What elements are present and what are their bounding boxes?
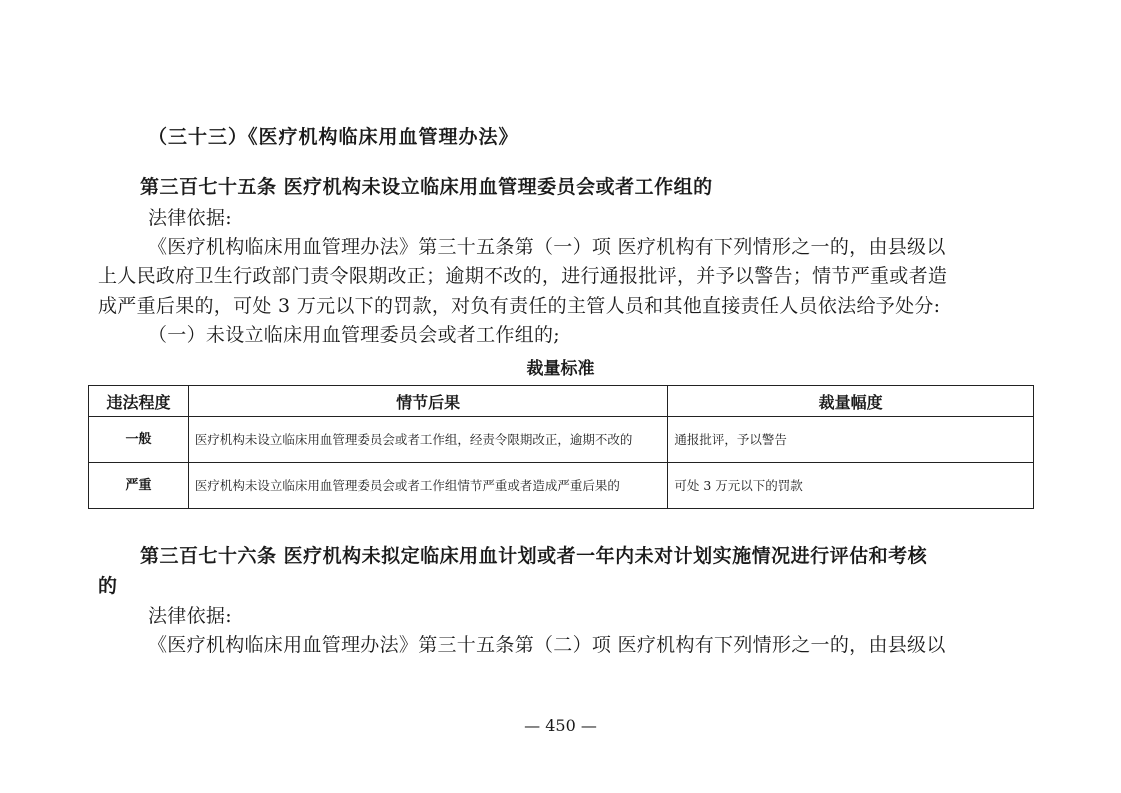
header-circumstance: 情节后果 xyxy=(188,386,667,417)
article-375-basis-line: （一）未设立临床用血管理委员会或者工作组的; xyxy=(148,324,561,346)
row-penalty: 通报批评，予以警告 xyxy=(668,417,1034,463)
article-375-title: 第三百七十五条 医疗机构未设立临床用血管理委员会或者工作组的 xyxy=(140,176,713,198)
article-376-basis-line: 《医疗机构临床用血管理办法》第三十五条第（二）项 医疗机构有下列情形之一的，由县级以 xyxy=(148,634,946,656)
article-375-basis-line: 上人民政府卫生行政部门责令限期改正；逾期不改的，进行通报批评，并予以警告；情节严重或者造 xyxy=(98,265,948,287)
article-375-basis-line: 成严重后果的，可处 3 万元以下的罚款，对负有责任的主管人员和其他直接责任人员依法给予处分: xyxy=(98,295,941,317)
row-level: 一般 xyxy=(89,417,189,463)
table-header-row xyxy=(89,386,1034,417)
page-number: — 450 — xyxy=(524,716,597,735)
article-375-basis-line: 《医疗机构临床用血管理办法》第三十五条第（一）项 医疗机构有下列情形之一的，由县级以 xyxy=(148,236,946,258)
row-level: 严重 xyxy=(89,463,189,509)
article-376-title-continued: 的 xyxy=(98,575,118,597)
penalty-standard-table xyxy=(88,385,1034,509)
header-penalty-range: 裁量幅度 xyxy=(668,386,1034,417)
header-violation-degree: 违法程度 xyxy=(89,386,189,417)
article-375-legal-basis-label: 法律依据: xyxy=(148,207,232,229)
section-heading: （三十三）《医疗机构临床用血管理办法》 xyxy=(148,126,519,148)
table-row xyxy=(89,463,1034,509)
table-caption: 裁量标准 xyxy=(526,359,595,379)
table-row xyxy=(89,417,1034,463)
article-376-legal-basis-label: 法律依据: xyxy=(148,605,232,627)
row-circumstance: 医疗机构未设立临床用血管理委员会或者工作组情节严重或者造成严重后果的 xyxy=(188,463,667,509)
row-circumstance: 医疗机构未设立临床用血管理委员会或者工作组，经责令限期改正，逾期不改的 xyxy=(188,417,667,463)
row-penalty: 可处 3 万元以下的罚款 xyxy=(668,463,1034,509)
article-376-title: 第三百七十六条 医疗机构未拟定临床用血计划或者一年内未对计划实施情况进行评估和考核 xyxy=(140,545,928,567)
